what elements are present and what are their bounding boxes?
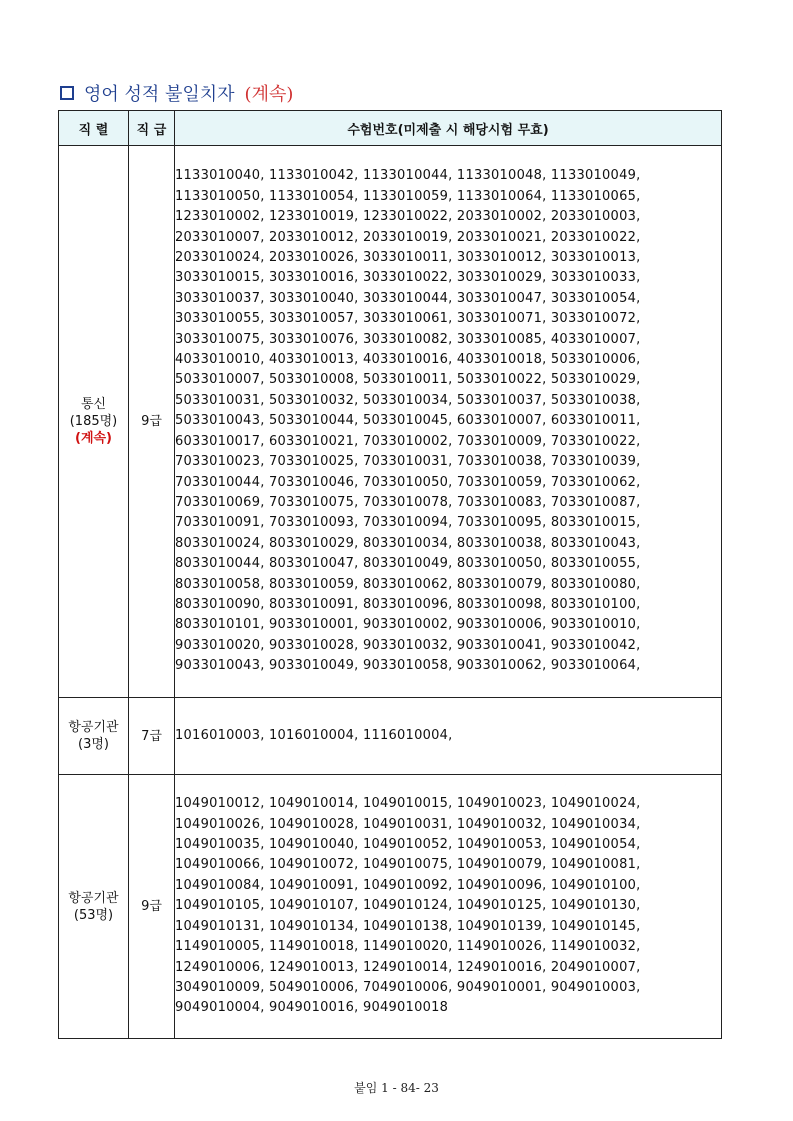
exam-numbers-cell	[175, 698, 722, 775]
exam-number-line: 7033010044, 7033010046, 7033010050, 7033010059, 7033010062,	[175, 474, 641, 490]
job-note: (계속)	[75, 431, 112, 446]
exam-number-line: 8033010024, 8033010029, 8033010034, 8033010038, 8033010043,	[175, 535, 641, 551]
job-name: 항공기관	[68, 720, 119, 735]
exam-number-line: 3033010055, 3033010057, 3033010061, 3033010071, 3033010072,	[175, 311, 641, 327]
job-cell	[59, 698, 129, 775]
exam-number-line: 1133010040, 1133010042, 1133010044, 1133010048, 1133010049,	[175, 168, 641, 184]
section-heading	[60, 80, 293, 106]
mismatch-table	[58, 110, 722, 1039]
exam-number-line: 3049010009, 5049010006, 7049010006, 9049010001, 9049010003,	[175, 979, 641, 995]
exam-number-line: 5033010007, 5033010008, 5033010011, 5033010022, 5033010029,	[175, 372, 641, 388]
job-cell	[59, 775, 129, 1039]
job-name: 항공기관	[68, 890, 119, 906]
exam-number-line: 1249010006, 1249010013, 1249010014, 1249010016, 2049010007,	[175, 959, 641, 975]
exam-number-line: 2033010024, 2033010026, 3033010011, 3033010012, 3033010013,	[175, 250, 641, 266]
header-job: 직 렬	[59, 111, 129, 146]
exam-number-line: 1233010002, 1233010019, 1233010022, 2033010002, 2033010003,	[175, 209, 641, 225]
exam-number-line: 3033010075, 3033010076, 3033010082, 3033010085, 4033010007,	[175, 331, 641, 347]
page-footer: 붙임 1 - 84- 23	[354, 1081, 439, 1095]
exam-numbers-cell	[175, 775, 722, 1039]
job-count: (185명)	[69, 414, 118, 429]
table-row-telecom-9	[59, 146, 722, 698]
exam-number-line: 8033010058, 8033010059, 8033010062, 8033010079, 8033010080,	[175, 576, 641, 592]
exam-number-line: 5033010043, 5033010044, 5033010045, 6033010007, 6033010011,	[175, 413, 641, 429]
exam-number-line: 9049010004, 9049010016, 9049010018	[175, 1000, 449, 1016]
table-row-aircraft-7	[59, 698, 722, 775]
job-count: (53명)	[73, 907, 114, 923]
table-row-aircraft-9	[59, 775, 722, 1039]
exam-number-line: 1049010131, 1049010134, 1049010138, 1049010139, 1049010145,	[175, 918, 641, 934]
job-count: (3명)	[78, 737, 109, 752]
header-grade: 직 급	[129, 111, 175, 146]
job-name: 통신	[80, 397, 107, 412]
exam-number-line: 4033010010, 4033010013, 4033010016, 4033010018, 5033010006,	[175, 352, 641, 368]
exam-number-line: 1149010005, 1149010018, 1149010020, 1149010026, 1149010032,	[175, 939, 641, 955]
exam-number-line: 7033010023, 7033010025, 7033010031, 7033010038, 7033010039,	[175, 454, 641, 470]
exam-number-line: 1049010035, 1049010040, 1049010052, 1049010053, 1049010054,	[175, 837, 641, 853]
exam-number-line: 8033010044, 8033010047, 8033010049, 8033010050, 8033010055,	[175, 556, 641, 572]
exam-number-line: 5033010031, 5033010032, 5033010034, 5033010037, 5033010038,	[175, 392, 641, 408]
table-header-row	[59, 111, 722, 146]
grade-cell: 9급	[129, 775, 175, 1039]
exam-number-line: 1016010003, 1016010004, 1116010004,	[175, 727, 453, 743]
square-box-icon	[60, 86, 74, 100]
grade-cell: 9급	[129, 146, 175, 698]
heading-suffix: (계속)	[244, 84, 294, 105]
exam-number-line: 1049010105, 1049010107, 1049010124, 1049010125, 1049010130,	[175, 898, 641, 914]
heading-title: 영어 성적 불일치자	[84, 84, 235, 105]
exam-numbers-cell	[175, 146, 722, 698]
exam-number-line: 3033010015, 3033010016, 3033010022, 3033010029, 3033010033,	[175, 270, 641, 286]
exam-number-line: 3033010037, 3033010040, 3033010044, 3033010047, 3033010054,	[175, 290, 641, 306]
exam-number-line: 7033010069, 7033010075, 7033010078, 7033010083, 7033010087,	[175, 494, 641, 510]
exam-number-line: 1049010012, 1049010014, 1049010015, 1049010023, 1049010024,	[175, 796, 641, 812]
header-numbers: 수험번호(미제출 시 해당시험 무효)	[175, 111, 722, 146]
job-cell	[59, 146, 129, 698]
exam-number-line: 1049010026, 1049010028, 1049010031, 1049010032, 1049010034,	[175, 816, 641, 832]
exam-number-line: 8033010101, 9033010001, 9033010002, 9033010006, 9033010010,	[175, 617, 641, 633]
exam-number-line: 7033010091, 7033010093, 7033010094, 7033010095, 8033010015,	[175, 515, 641, 531]
grade-cell: 7급	[129, 698, 175, 775]
exam-number-line: 6033010017, 6033010021, 7033010002, 7033010009, 7033010022,	[175, 433, 641, 449]
exam-number-line: 1049010066, 1049010072, 1049010075, 1049010079, 1049010081,	[175, 857, 641, 873]
exam-number-line: 1049010084, 1049010091, 1049010092, 1049010096, 1049010100,	[175, 877, 641, 893]
exam-number-line: 9033010043, 9033010049, 9033010058, 9033010062, 9033010064,	[175, 658, 641, 674]
exam-number-line: 1133010050, 1133010054, 1133010059, 1133010064, 1133010065,	[175, 188, 641, 204]
exam-number-line: 8033010090, 8033010091, 8033010096, 8033010098, 8033010100,	[175, 596, 641, 612]
exam-number-line: 2033010007, 2033010012, 2033010019, 2033010021, 2033010022,	[175, 229, 641, 245]
exam-number-line: 9033010020, 9033010028, 9033010032, 9033010041, 9033010042,	[175, 637, 641, 653]
